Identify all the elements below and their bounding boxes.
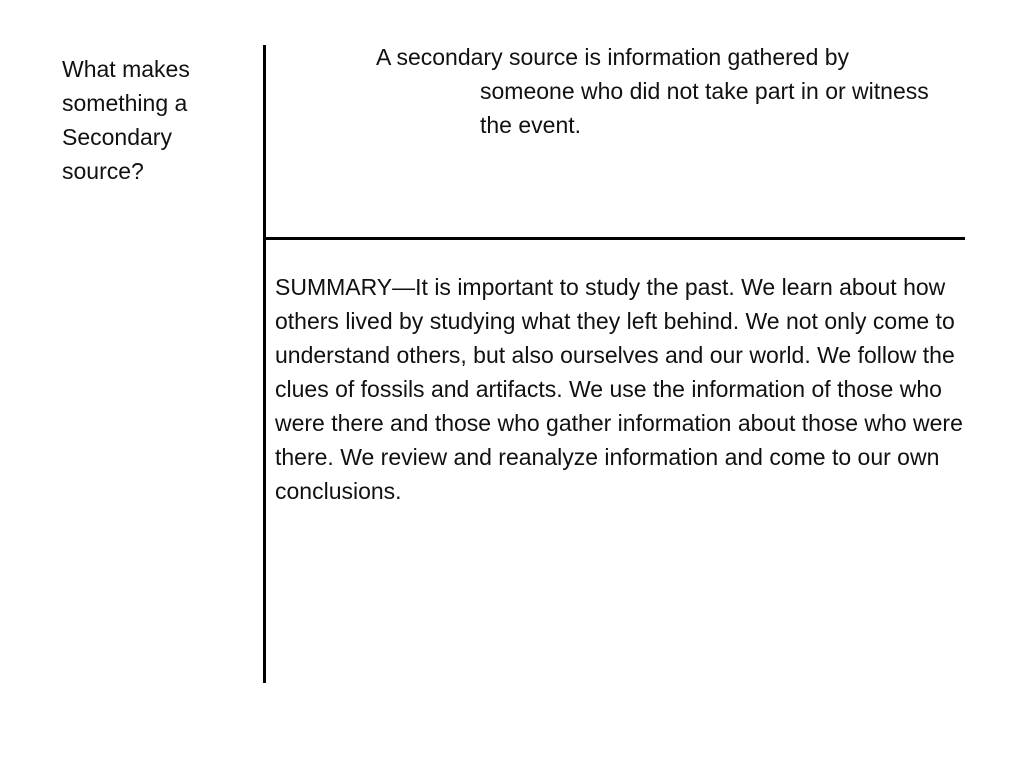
question-cue: What makes something a Secondary source? xyxy=(62,56,190,184)
definition-note: A secondary source is information gathered by someone who did not take part in or witness the event. xyxy=(376,44,929,138)
vertical-divider xyxy=(263,45,266,683)
summary-text: SUMMARY—It is important to study the past. We learn about how others lived by studying what they left behind. We not only come to understand others, but also ourselves and our world. We follow the clues of fossils and artifacts. We use the information of those who were there and those who gather information about those who were there. We review and reanalyze information and come to our own conclusions. xyxy=(275,274,963,504)
horizontal-divider xyxy=(265,237,965,240)
